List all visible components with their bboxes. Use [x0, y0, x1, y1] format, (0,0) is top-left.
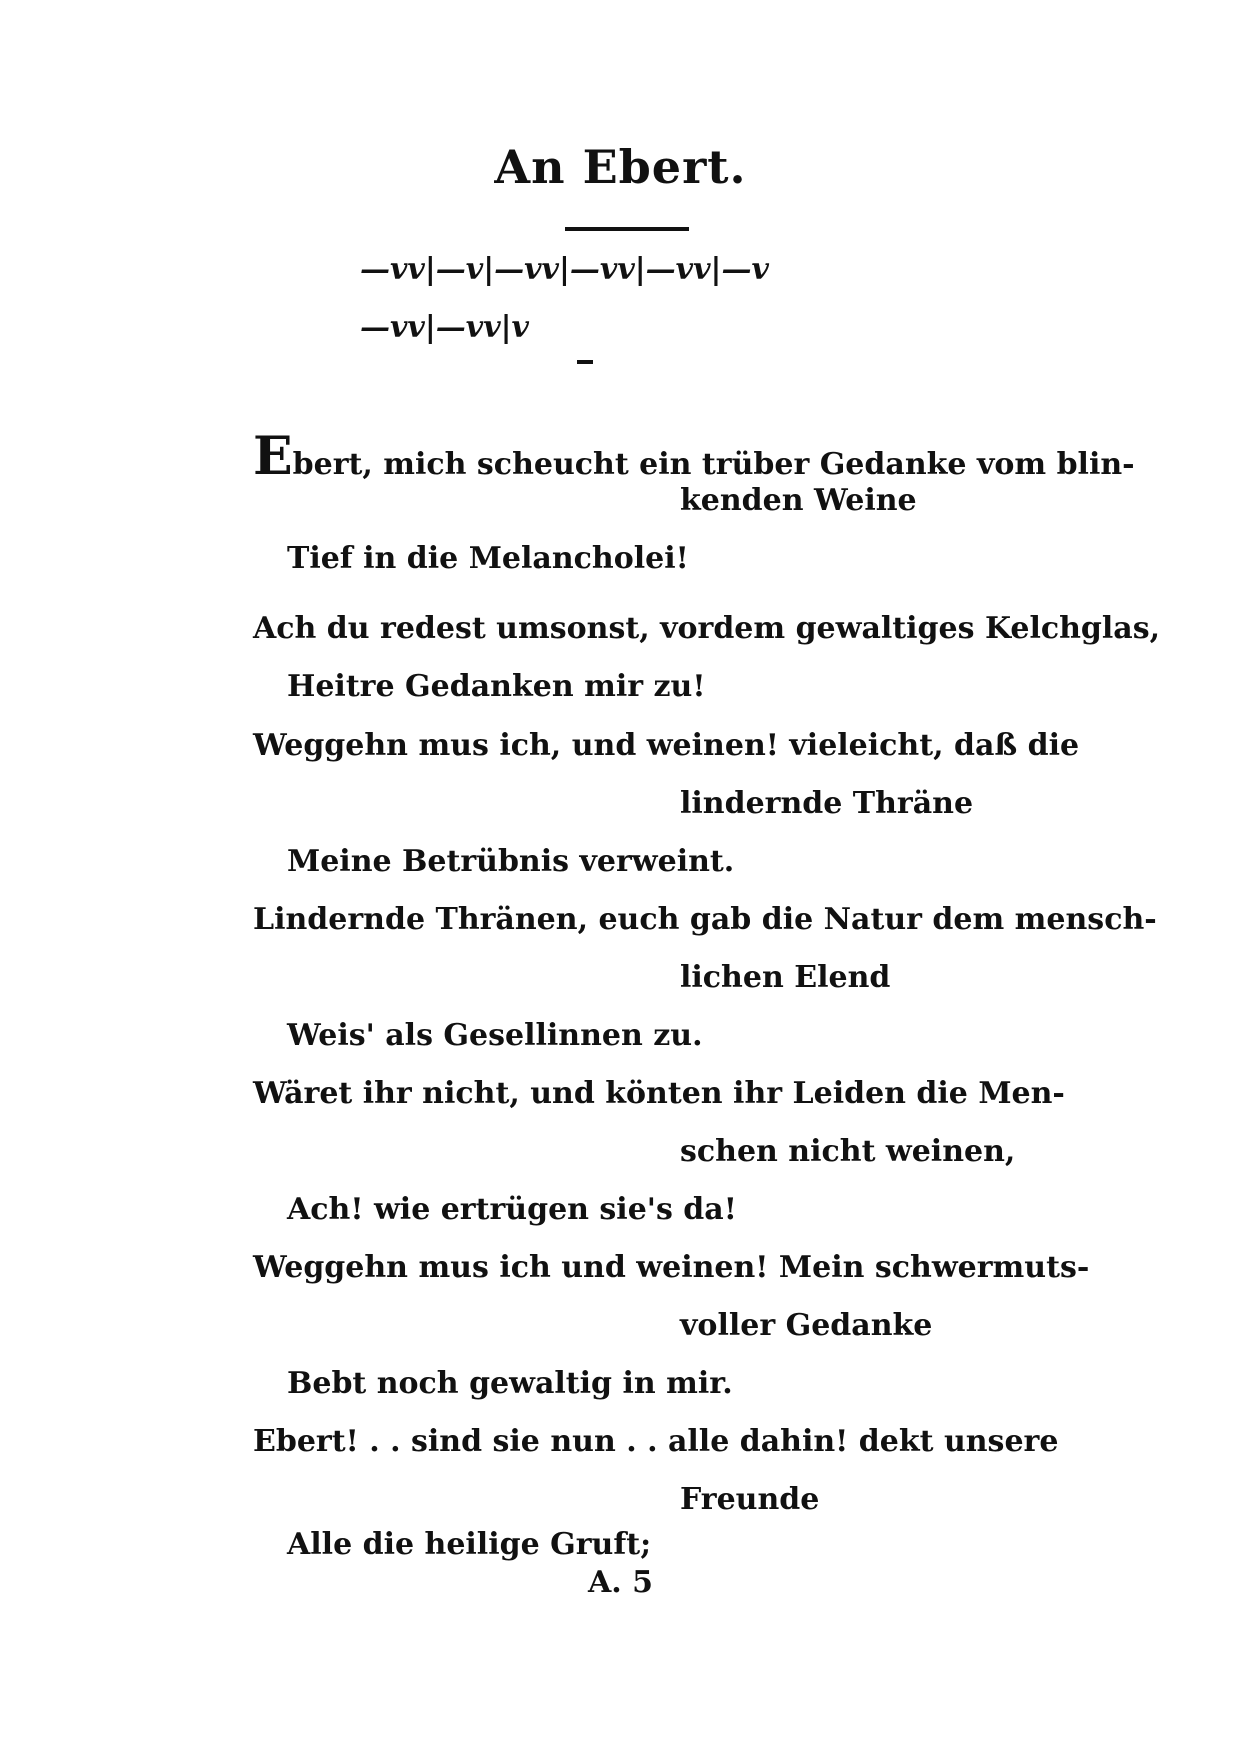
- meter-scheme-mark: [577, 360, 593, 364]
- meter-scheme-line-2: —vv|—vv|v: [360, 310, 529, 345]
- poem-line-15: Weggehn mus ich und weinen! Mein schwermuts-: [253, 1250, 1090, 1285]
- poem-line-9: Lindernde Thränen, euch gab die Natur dem mensch-: [253, 902, 1157, 937]
- initial-capital: E: [253, 426, 293, 487]
- poem-line-10: lichen Elend: [680, 960, 891, 995]
- page-signature: A. 5: [587, 1565, 654, 1600]
- poem-line-8: Meine Betrübnis verweint.: [287, 844, 735, 879]
- poem-line-1: [253, 426, 1135, 487]
- poem-line-13: schen nicht weinen,: [680, 1134, 1016, 1169]
- poem-line-1-text: bert, mich scheucht ein trüber Gedanke vom blin-: [292, 447, 1135, 482]
- poem-line-16: voller Gedanke: [680, 1308, 933, 1343]
- poem-line-19: Freunde: [680, 1482, 820, 1517]
- poem-line-20: Alle die heilige Gruft;: [287, 1527, 652, 1562]
- meter-scheme-line-1: —vv|—v|—vv|—vv|—vv|—v: [360, 252, 769, 287]
- poem-line-5: Heitre Gedanken mir zu!: [287, 669, 706, 704]
- poem-line-17: Bebt noch gewaltig in mir.: [287, 1366, 733, 1401]
- poem-title: An Ebert.: [494, 140, 747, 194]
- poem-line-7: lindernde Thräne: [680, 786, 974, 821]
- poem-line-6: Weggehn mus ich, und weinen! vieleicht, daß die: [253, 728, 1080, 763]
- poem-line-2: kenden Weine: [680, 483, 917, 518]
- poem-line-11: Weis' als Gesellinnen zu.: [287, 1018, 703, 1053]
- poem-line-14: Ach! wie ertrügen sie's da!: [287, 1192, 737, 1227]
- poem-line-12: Wäret ihr nicht, und könten ihr Leiden die Men-: [253, 1076, 1065, 1111]
- poem-line-4: Ach du redest umsonst, vordem gewaltiges Kelchglas,: [253, 611, 1161, 646]
- poem-line-3: Tief in die Melancholei!: [287, 541, 689, 576]
- title-rule: [565, 227, 689, 231]
- poem-line-18: Ebert! . . sind sie nun . . alle dahin! dekt unsere: [253, 1424, 1059, 1459]
